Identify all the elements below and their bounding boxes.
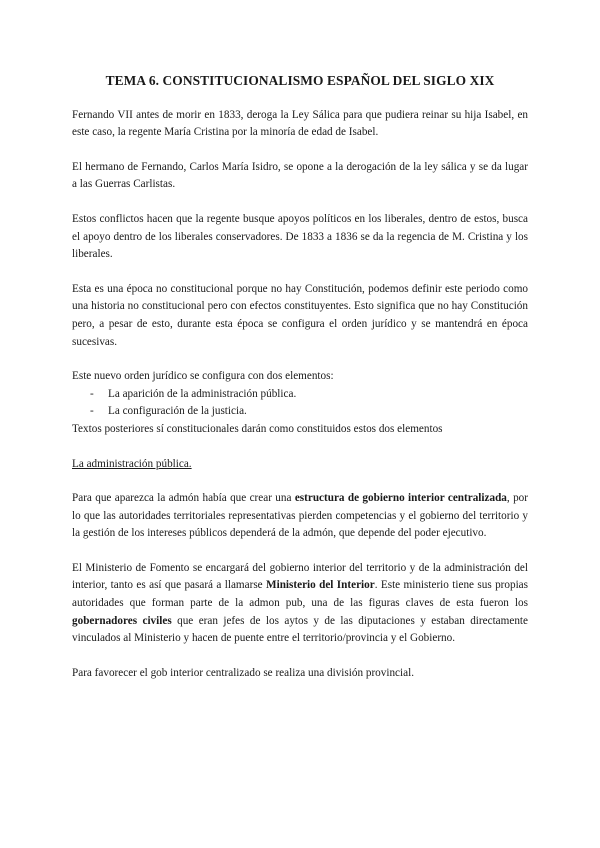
document-page bbox=[72, 72, 528, 699]
paragraph-orden-juridico bbox=[72, 368, 528, 438]
text-run: que eran jefes de los aytos y de las diputaciones y estaban directamente vinculados al Ministerio y hacen de puente entre el territorio/provincia y el Gobierno. bbox=[72, 614, 528, 645]
text-run: . Este ministerio tiene sus propias autoridades que forman parte de la admon pub, una de las figuras claves de esta fueron los bbox=[72, 579, 529, 610]
paragraph-fernando-vii: Fernando VII antes de morir en 1833, deroga la Ley Sálica para que pudiera reinar su hija Isabel, en este caso, la regente María Cristina por la minoría de edad de Isabel. bbox=[72, 108, 528, 139]
list-item: - La aparición de la administración pública. bbox=[90, 386, 528, 404]
bold-term: estructura de gobierno interior centralizada bbox=[294, 492, 507, 505]
text-run: , por lo que las autoridades territoriales representativas pierden competencias y el gobierno del territorio y la gestión de los intereses públicos dependerá de la admón, que depende del poder ejecutivo. bbox=[72, 492, 528, 540]
paragraph-division-provincial: Para favorecer el gob interior centralizado se realiza una división provincial. bbox=[72, 666, 414, 679]
text-run: El Ministerio de Fomento se encargará del gobierno interior del territorio y de la administración del interior, tanto es así que pasará a llamarse bbox=[72, 561, 528, 592]
orden-juridico-outro: Textos posteriores sí constitucionales darán como constituidos estos dos elementos bbox=[72, 422, 443, 435]
paragraph-estructura-gobierno bbox=[72, 490, 528, 543]
text-run: Para que aparezca la admón había que crear una bbox=[72, 492, 295, 505]
paragraph-ministerio-fomento bbox=[72, 560, 528, 648]
paragraph-epoca-no-constitucional: Esta es una época no constitucional porque no hay Constitución, podemos definir este periodo como una historia no constitucional pero con efectos constituyentes. Esto significa que no hay Constitución pero, a pesar de esto, durante esta época se configura el orden jurídico y se mantendrá en época sucesivas. bbox=[72, 282, 528, 348]
bold-term: Ministerio del Interior bbox=[266, 579, 375, 592]
bold-term: gobernadores civiles bbox=[72, 614, 172, 627]
orden-juridico-list bbox=[72, 386, 528, 421]
paragraph-carlos-maria-isidro: El hermano de Fernando, Carlos María Isidro, se opone a la derogación de la ley sálica y se da lugar a las Guerras Carlistas. bbox=[72, 160, 528, 191]
document-title: TEMA 6. CONSTITUCIONALISMO ESPAÑOL DEL SIGLO XIX bbox=[105, 73, 495, 88]
orden-juridico-intro: Este nuevo orden jurídico se configura con dos elementos: bbox=[72, 370, 334, 383]
section-heading-administracion: La administración pública. bbox=[72, 457, 192, 470]
list-item: - La configuración de la justicia. bbox=[90, 403, 528, 421]
paragraph-regencia: Estos conflictos hacen que la regente busque apoyos políticos en los liberales, dentro de estos, busca el apoyo dentro de los liberales conservadores. De 1833 a 1836 se da la regencia de M. Cristina y los liberales. bbox=[72, 212, 528, 261]
